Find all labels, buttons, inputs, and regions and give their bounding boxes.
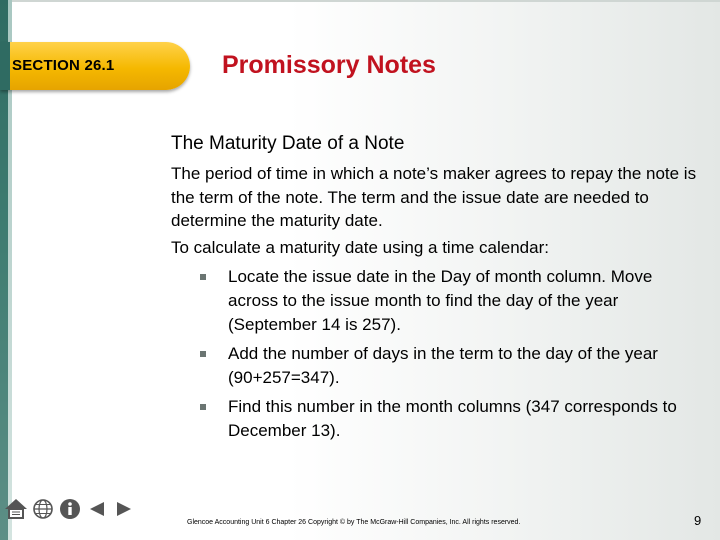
list-item [195, 265, 695, 337]
list-item [195, 342, 695, 390]
list-item-text: Locate the issue date in the Day of month column. Move across to the issue month to find the day of the year (September 14 is 257). [228, 267, 653, 334]
list-item-text: Add the number of days in the term to the day of the year (90+257=347). [228, 344, 658, 387]
previous-arrow-icon [88, 500, 106, 518]
previous-button[interactable] [85, 496, 109, 522]
subheading: The Maturity Date of a Note [171, 133, 405, 154]
info-icon [59, 498, 81, 520]
top-border [0, 0, 720, 2]
page-title: Promissory Notes [222, 51, 436, 79]
square-bullet-icon [200, 351, 206, 357]
square-bullet-icon [200, 274, 206, 280]
list-item-text: Find this number in the month columns (347 corresponds to December 13). [228, 397, 677, 440]
home-button[interactable] [4, 496, 28, 522]
steps-list [195, 265, 695, 448]
globe-button[interactable] [31, 496, 55, 522]
paragraph-term-definition: The period of time in which a note’s maker agrees to repay the note is the term of the note. The term and the issue date are needed to determine the maturity date. [171, 164, 697, 230]
paragraph-calculate-intro: To calculate a maturity date using a time calendar: [171, 238, 549, 257]
section-tab-edge [0, 42, 10, 90]
section-label: SECTION 26.1 [12, 57, 115, 74]
home-icon [4, 497, 28, 521]
next-button[interactable] [112, 496, 136, 522]
info-button[interactable] [58, 496, 82, 522]
page-number: 9 [694, 513, 702, 528]
list-item [195, 395, 695, 443]
next-arrow-icon [115, 500, 133, 518]
navigation-bar [4, 494, 136, 524]
square-bullet-icon [200, 404, 206, 410]
copyright-footer: Glencoe Accounting Unit 6 Chapter 26 Copyright © by The McGraw-Hill Companies, Inc. All rights reserved. [187, 519, 521, 526]
globe-icon [32, 498, 54, 520]
